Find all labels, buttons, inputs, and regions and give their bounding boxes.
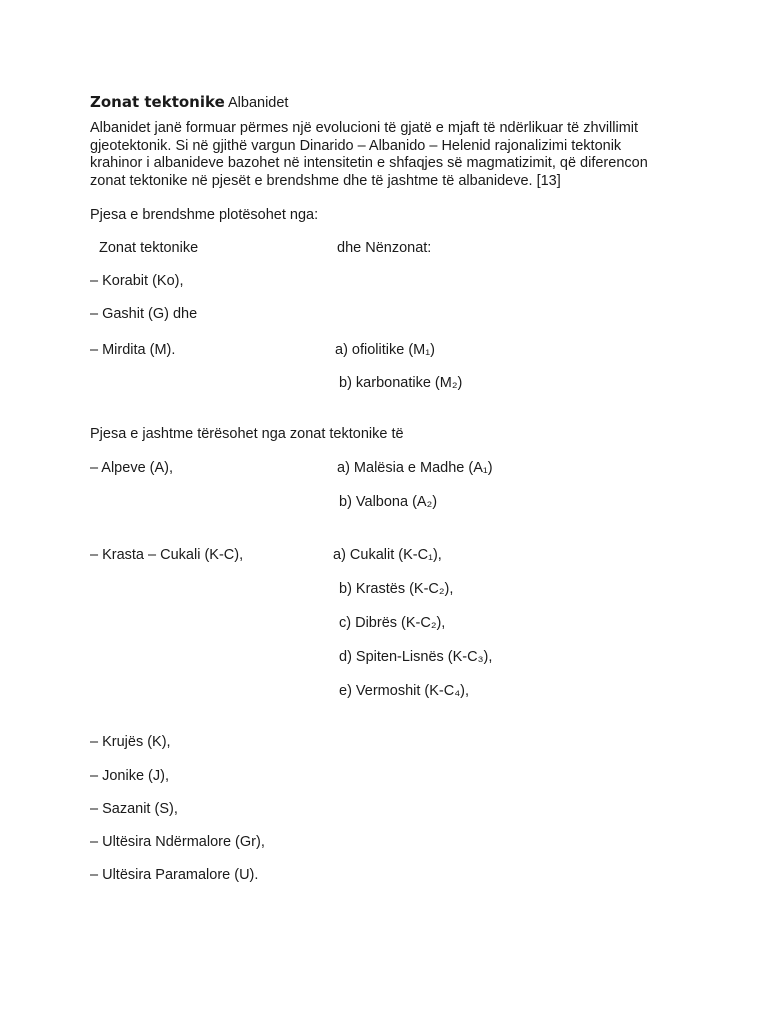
intro-line: gjeotektonik. Si në gjithë vargun Dinarido – Albanido – Helenid rajonalizimi tektonik	[90, 137, 622, 154]
subzone-item: a) Malësia e Madhe (A₁)	[337, 460, 493, 476]
outer-heading: Pjesa e jashtme tërësohet nga zonat tektonike të	[90, 426, 404, 442]
intro-line: Albanidet janë formuar përmes një evolucioni të gjatë e mjaft të ndërlikuar të zhvillimit	[90, 120, 639, 136]
column-header-subzones: dhe Nënzonat:	[337, 240, 432, 256]
zone-item: – Ultësira Paramalore (U).	[90, 867, 259, 883]
subzone-item: c) Dibrës (K-C₂),	[339, 615, 446, 631]
inner-heading: Pjesa e brendshme plotësohet nga:	[90, 207, 319, 223]
page-title	[90, 94, 288, 112]
subzone-item: b) Valbona (A₂)	[339, 494, 438, 510]
title-bold-text: Zonat tektonike	[90, 93, 225, 111]
zone-item: – Ultësira Ndërmalore (Gr),	[90, 834, 265, 850]
subzone-item: b) Krastës (K-C₂),	[339, 581, 454, 597]
subzone-item: d) Spiten-Lisnës (K-C₃),	[339, 649, 493, 665]
zone-item: – Korabit (Ko),	[90, 273, 184, 289]
subzone-item: b) karbonatike (M₂)	[339, 375, 463, 391]
intro-paragraph	[90, 120, 690, 190]
zone-item: – Krujës (K),	[90, 734, 171, 750]
zone-item: – Alpeve (A),	[90, 460, 174, 476]
subzone-item: a) ofiolitike (M₁)	[335, 342, 435, 358]
subzone-item: e) Vermoshit (K-C₄),	[339, 683, 469, 699]
column-header-zones: Zonat tektonike	[99, 240, 199, 256]
title-rest-text: Albanidet	[227, 95, 289, 111]
zone-item: – Jonike (J),	[90, 768, 169, 784]
zone-item: – Krasta – Cukali (K-C),	[90, 547, 244, 563]
intro-line: zonat tektonike në pjesët e brendshme dhe të jashtme të albanideve. [13]	[90, 172, 561, 189]
zone-item: – Gashit (G) dhe	[90, 306, 198, 322]
zone-item: – Mirdita (M).	[90, 342, 176, 358]
zone-item: – Sazanit (S),	[90, 801, 178, 817]
subzone-item: a) Cukalit (K-C₁),	[333, 547, 442, 563]
intro-line: krahinor i albanideve bazohet në intensitetin e shfaqjes së magmatizimit, që diferencon	[90, 155, 648, 171]
